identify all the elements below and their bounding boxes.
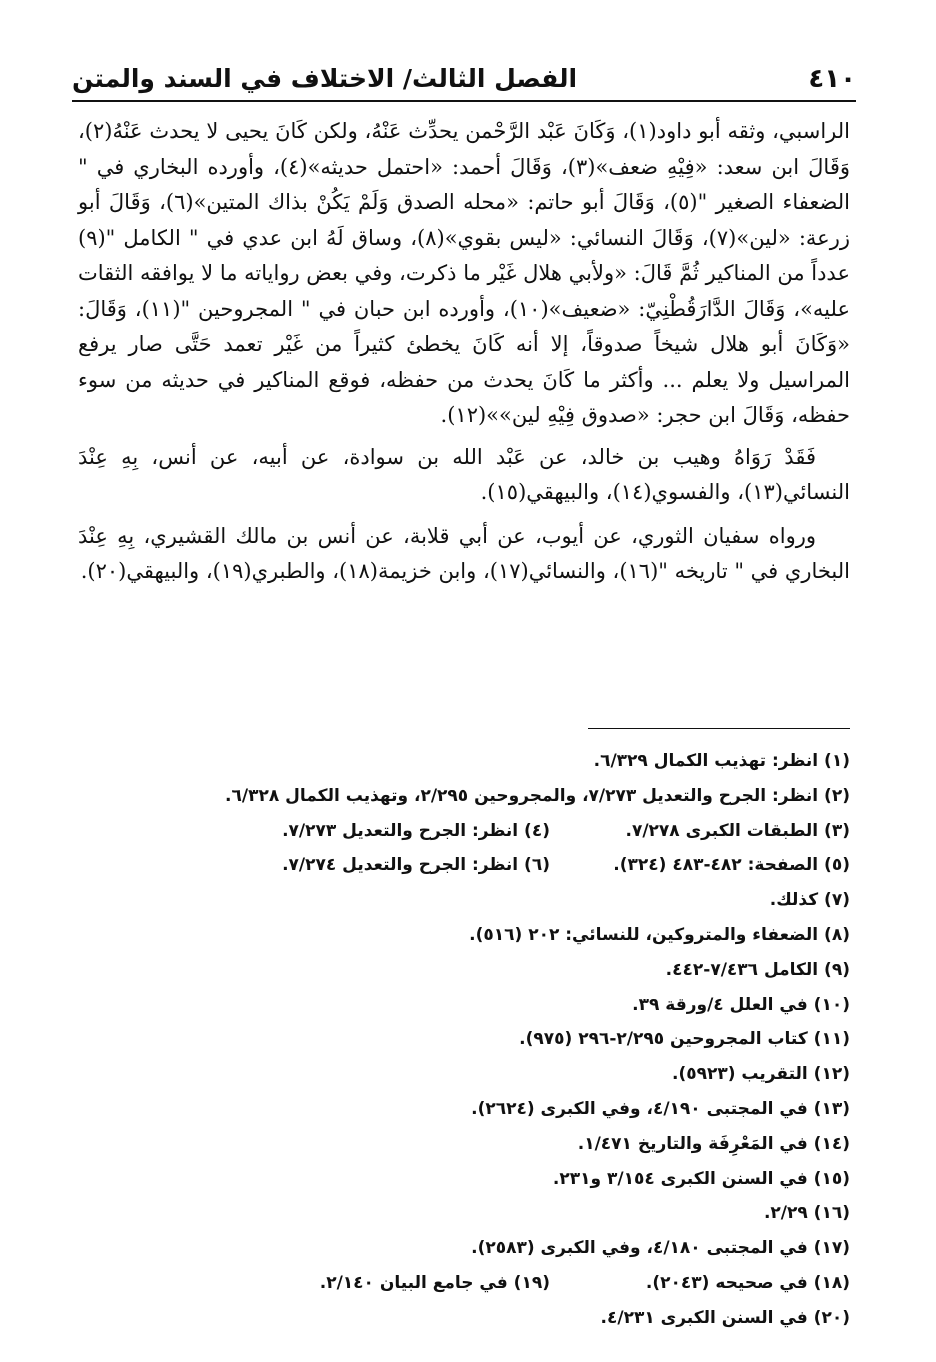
footnote: (٦) انظر: الجرح والتعديل ٧/٢٧٤. <box>282 855 550 876</box>
header-rule <box>72 100 856 102</box>
footnote: (١١) كتاب المجروحين ٢/٢٩٥-٢٩٦ (٩٧٥). <box>519 1029 850 1050</box>
footnote-separator <box>588 728 850 729</box>
footnote: (١٦) ٢/٢٩. <box>763 1203 850 1224</box>
footnote: (٢) انظر: الجرح والتعديل ٧/٢٧٣، والمجروحين ٢/٢٩٥، وتهذيب الكمال ٦/٣٢٨. <box>225 785 850 806</box>
footnote: (١٢) التقريب (٥٩٢٣). <box>671 1064 850 1085</box>
footnote: (١) انظر: تهذيب الكمال ٦/٣٢٩. <box>593 751 850 771</box>
footnote: (١٠) في العلل ٤/ورقة ٣٩. <box>632 994 850 1015</box>
footnotes <box>78 744 850 1336</box>
page-header <box>72 60 856 104</box>
footnote: (٢٠) في السنن الكبرى ٤/٢٣١. <box>600 1307 850 1328</box>
footnote-pair <box>78 1266 850 1301</box>
footnote: (١٣) في المجتبى ٤/١٩٠، وفي الكبرى (٢٦٢٤). <box>471 1098 850 1119</box>
footnote: (٥) الصفحة: ٤٨٢-٤٨٣ (٣٢٤). <box>613 855 850 876</box>
footnote: (٩) الكامل ٧/٤٣٦-٤٤٢. <box>665 959 850 980</box>
paragraph: فَقَدْ رَوَاهُ وهيب بن خالد، عن عَبْد الله بن سوادة، عن أبيه، عن أنس، بِهِ عِنْدَ النسائي(١٣)، والفسوي(١٤)، والبيهقي(١٥). <box>78 444 850 504</box>
paragraph: الراسبي، وثقه أبو داود(١)، وَكَانَ عَبْد الرَّحْمن يحدِّث عَنْهُ، ولكن كَانَ يحيى لا يحدث عَنْهُ(٢)، وَقَالَ ابن سعد: «فِيْهِ ضعف»(٣)، وَقَالَ أحمد: «احتمل حديثه»(٤)، وأورده البخاري في " الضعفاء الصغير "(٥)، وَقَالَ أبو حاتم: «محله الصدق وَلَمْ يَكُنْ بذاك المتين»(٦)، وَقَالَ أبو زرعة: «لين»(٧)، وَقَالَ النسائي: «ليس بقوي»(٨)، وساق لَهُ ابن عدي في " الكامل "(٩) عدداً من المناكير ثُمَّ قَالَ: «ولأبي هلال غَيْر ما ذكرت، وفي بعض رواياته ما لا يوافقه الثقات عليه»، وَقَالَ الدَّارَقُطْنِيّ: «ضعيف»(١٠)، وأورده ابن حبان في " المجروحين "(١١)، وَقَالَ: «وَكَانَ أبو هلال شيخاً صدوقاً، إلا أنه كَانَ يخطئ كثيراً من غَيْر تعمد حَتَّى صار يرفع المراسيل ولا يعلم ... وأكثر ما كَانَ يحدث من حفظه، فوقع المناكير في حديثه من سوء حفظه، وَقَالَ ابن حجر: «صدوق فِيْهِ لين»»(١٢). <box>78 119 850 427</box>
footnote: (٤) انظر: الجرح والتعديل ٧/٢٧٣. <box>282 820 550 841</box>
footnote-pair <box>78 814 850 849</box>
footnote: (١٤) في المَعْرِفَة والتاريخ ١/٤٧١. <box>577 1133 850 1154</box>
footnote: (١٨) في صحيحه (٢٠٤٣). <box>645 1272 850 1293</box>
footnote: (١٧) في المجتبى ٤/١٨٠، وفي الكبرى (٢٥٨٣). <box>471 1238 850 1259</box>
footnote: (٣) الطبقات الكبرى ٧/٢٧٨. <box>625 820 850 841</box>
footnote: (٨) الضعفاء والمتروكين، للنسائي: ٢٠٢ (٥١٦). <box>469 924 850 945</box>
main-text <box>78 114 850 590</box>
paragraph: ورواه سفيان الثوري، عن أيوب، عن أبي قلابة، عن أنس بن مالك القشيري، بِهِ عِنْدَ البخاري في " تاريخه "(١٦)، والنسائي(١٧)، وابن خزيمة(١٨)، والطبري(١٩)، والبيهقي(٢٠). <box>78 523 850 583</box>
page-number: ٤١٠ <box>808 64 856 94</box>
footnote-pair <box>78 848 850 883</box>
footnote: (٧) كذلك. <box>769 890 850 911</box>
footnote: (١٩) في جامع البيان ٢/١٤٠. <box>319 1272 550 1293</box>
footnote: (١٥) في السنن الكبرى ٣/١٥٤ و٢٣١. <box>552 1168 850 1189</box>
running-title: الفصل الثالث/ الاختلاف في السند والمتن <box>72 64 578 93</box>
